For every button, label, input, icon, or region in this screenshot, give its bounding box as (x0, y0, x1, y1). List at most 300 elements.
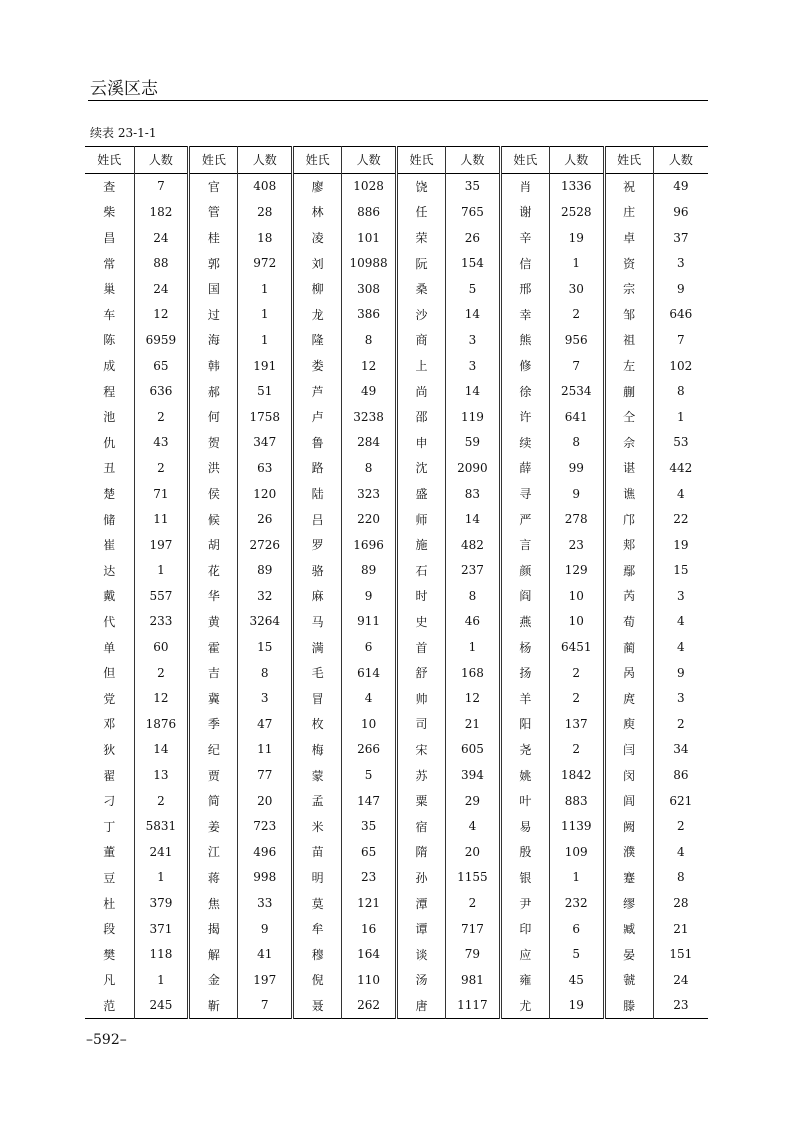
table-row (85, 711, 708, 737)
surname-cell: 饶 (396, 173, 445, 199)
surname-cell: 谭 (396, 916, 445, 942)
count-cell: 96 (653, 199, 708, 225)
count-cell: 35 (342, 813, 397, 839)
count-cell: 154 (446, 250, 501, 276)
surname-cell: 金 (189, 967, 238, 993)
count-cell: 605 (446, 737, 501, 763)
count-cell: 12 (342, 353, 397, 379)
surname-cell: 沈 (396, 455, 445, 481)
table-row (85, 813, 708, 839)
table-row (85, 532, 708, 558)
surname-cell: 谈 (396, 941, 445, 967)
header-surname: 姓氏 (604, 147, 653, 174)
count-cell: 18 (238, 225, 293, 251)
header-row (85, 147, 708, 174)
count-cell: 2 (134, 455, 189, 481)
surname-cell: 谢 (500, 199, 549, 225)
count-cell: 120 (238, 481, 293, 507)
surname-cell: 印 (500, 916, 549, 942)
surname-cell: 言 (500, 532, 549, 558)
table-row (85, 455, 708, 481)
count-cell: 883 (549, 788, 604, 814)
surname-cell: 戴 (103, 589, 116, 604)
table-row (85, 609, 708, 635)
table-row (85, 685, 708, 711)
surname-cell: 盛 (396, 481, 445, 507)
surname-cell: 扬 (500, 660, 549, 686)
surname-cell: 骆 (293, 558, 342, 584)
count-cell: 1 (238, 302, 293, 328)
surname-cell: 颜 (500, 558, 549, 584)
surname-cell: 蒋 (189, 865, 238, 891)
surname-cell: 叶 (500, 788, 549, 814)
surname-cell: 谌 (604, 455, 653, 481)
surname-cell: 米 (293, 813, 342, 839)
surname-cell: 桑 (396, 276, 445, 302)
count-cell: 47 (238, 711, 293, 737)
page-header-title: 云溪区志 (90, 79, 158, 99)
surname-cell: 帅 (396, 685, 445, 711)
count-cell: 77 (238, 762, 293, 788)
surname-cell: 蒙 (293, 762, 342, 788)
count-cell: 10 (549, 583, 604, 609)
surname-cell: 陆 (293, 481, 342, 507)
surname-cell: 商 (396, 327, 445, 353)
count-cell: 65 (134, 353, 189, 379)
count-cell: 6 (342, 634, 397, 660)
count-cell: 65 (342, 839, 397, 865)
surname-cell: 汤 (396, 967, 445, 993)
count-cell: 23 (549, 532, 604, 558)
surname-cell: 孙 (396, 865, 445, 891)
count-cell: 4 (653, 481, 708, 507)
count-cell: 347 (238, 430, 293, 456)
count-cell: 21 (446, 711, 501, 737)
surname-cell: 荀 (604, 609, 653, 635)
surname-cell: 范 (103, 998, 116, 1013)
count-cell: 43 (134, 430, 189, 456)
header-surname: 姓氏 (293, 147, 342, 174)
count-cell: 2 (134, 788, 189, 814)
surname-cell: 罗 (293, 532, 342, 558)
surname-cell: 段 (103, 922, 116, 937)
count-cell: 14 (134, 737, 189, 763)
count-cell: 394 (446, 762, 501, 788)
table-row (85, 327, 708, 353)
count-cell: 49 (653, 173, 708, 199)
surname-cell: 鲁 (293, 430, 342, 456)
count-cell: 11 (238, 737, 293, 763)
surname-cell: 龙 (293, 302, 342, 328)
count-cell: 63 (238, 455, 293, 481)
table-row (85, 199, 708, 225)
count-cell: 8 (653, 378, 708, 404)
count-cell: 9 (238, 916, 293, 942)
surname-cell: 卓 (604, 225, 653, 251)
surname-cell: 柳 (293, 276, 342, 302)
surname-cell: 霍 (189, 634, 238, 660)
count-cell: 1336 (549, 173, 604, 199)
count-cell: 442 (653, 455, 708, 481)
header-surname: 姓氏 (97, 153, 122, 168)
count-cell: 6959 (134, 327, 189, 353)
count-cell: 151 (653, 941, 708, 967)
count-cell: 1696 (342, 532, 397, 558)
count-cell: 2726 (238, 532, 293, 558)
surname-cell: 黄 (189, 609, 238, 635)
count-cell: 5 (446, 276, 501, 302)
surname-cell: 杨 (500, 634, 549, 660)
count-cell: 408 (238, 173, 293, 199)
count-cell: 911 (342, 609, 397, 635)
count-cell: 3264 (238, 609, 293, 635)
count-cell: 386 (342, 302, 397, 328)
surname-cell: 卢 (293, 404, 342, 430)
count-cell: 20 (446, 839, 501, 865)
surname-cell: 粟 (396, 788, 445, 814)
count-cell: 9 (549, 481, 604, 507)
surname-cell: 华 (189, 583, 238, 609)
count-cell: 14 (446, 302, 501, 328)
surname-cell: 庄 (604, 199, 653, 225)
surname-cell: 路 (293, 455, 342, 481)
surname-cell: 丁 (103, 819, 116, 834)
surname-cell: 揭 (189, 916, 238, 942)
count-cell: 32 (238, 583, 293, 609)
page-number: –592– (86, 1032, 127, 1048)
surname-cell: 易 (500, 813, 549, 839)
count-cell: 28 (653, 890, 708, 916)
count-cell: 8 (342, 455, 397, 481)
count-cell: 79 (446, 941, 501, 967)
count-cell: 13 (134, 762, 189, 788)
count-cell: 232 (549, 890, 604, 916)
count-cell: 11 (134, 506, 189, 532)
count-cell: 129 (549, 558, 604, 584)
surname-cell: 楚 (103, 487, 116, 502)
count-cell: 10988 (342, 250, 397, 276)
surname-cell: 荣 (396, 225, 445, 251)
count-cell: 51 (238, 378, 293, 404)
surname-cell: 宿 (396, 813, 445, 839)
surname-cell: 廖 (293, 173, 342, 199)
surname-cell: 梅 (293, 737, 342, 763)
count-cell: 14 (446, 378, 501, 404)
count-cell: 22 (653, 506, 708, 532)
count-cell: 723 (238, 813, 293, 839)
surname-cell: 代 (103, 614, 116, 629)
count-cell: 496 (238, 839, 293, 865)
surname-cell: 巢 (103, 282, 116, 297)
surname-cell: 尹 (500, 890, 549, 916)
surname-cell: 芦 (293, 378, 342, 404)
surname-cell: 续 (500, 430, 549, 456)
surname-cell: 首 (396, 634, 445, 660)
count-cell: 19 (549, 993, 604, 1019)
surname-cell: 昌 (103, 231, 116, 246)
count-cell: 24 (134, 225, 189, 251)
count-cell: 10 (342, 711, 397, 737)
surname-cell: 聂 (293, 993, 342, 1019)
count-cell: 110 (342, 967, 397, 993)
table-row (85, 839, 708, 865)
count-cell: 3 (446, 327, 501, 353)
surname-cell: 枚 (293, 711, 342, 737)
surname-cell: 谯 (604, 481, 653, 507)
header-surname: 姓氏 (189, 147, 238, 174)
surname-cell: 杜 (103, 896, 116, 911)
count-cell: 379 (134, 890, 189, 916)
surname-cell: 成 (103, 359, 116, 374)
count-cell: 8 (342, 327, 397, 353)
surname-cell: 凡 (103, 973, 116, 988)
count-cell: 2534 (549, 378, 604, 404)
surname-cell: 郏 (604, 532, 653, 558)
surname-cell: 缪 (604, 890, 653, 916)
surname-cell: 江 (189, 839, 238, 865)
count-cell: 262 (342, 993, 397, 1019)
count-cell: 6 (549, 916, 604, 942)
count-cell: 29 (446, 788, 501, 814)
header-surname: 姓氏 (396, 147, 445, 174)
count-cell: 197 (238, 967, 293, 993)
surname-cell: 虢 (604, 967, 653, 993)
surname-cell: 贾 (189, 762, 238, 788)
count-cell: 1028 (342, 173, 397, 199)
surname-cell: 豆 (103, 870, 116, 885)
count-cell: 2 (134, 404, 189, 430)
count-cell: 34 (653, 737, 708, 763)
count-cell: 60 (134, 634, 189, 660)
surname-cell: 倪 (293, 967, 342, 993)
surname-cell: 桂 (189, 225, 238, 251)
surname-cell: 候 (189, 506, 238, 532)
surname-cell: 潭 (396, 890, 445, 916)
surname-cell: 晏 (604, 941, 653, 967)
count-cell: 109 (549, 839, 604, 865)
surname-cell: 吕 (293, 506, 342, 532)
surname-cell: 舒 (396, 660, 445, 686)
count-cell: 717 (446, 916, 501, 942)
table-caption: 续表 23-1-1 (90, 126, 157, 140)
count-cell: 2 (549, 685, 604, 711)
table-header (85, 147, 708, 174)
count-cell: 7 (653, 327, 708, 353)
surname-cell: 蹇 (604, 865, 653, 891)
header-surname: 姓氏 (500, 147, 549, 174)
count-cell: 21 (653, 916, 708, 942)
surname-cell: 滕 (604, 993, 653, 1019)
surname-cell: 吉 (189, 660, 238, 686)
count-cell: 2 (653, 711, 708, 737)
table-row (85, 506, 708, 532)
surname-cell: 胡 (189, 532, 238, 558)
surname-cell: 柴 (103, 205, 116, 220)
table-row (85, 890, 708, 916)
surname-cell: 池 (103, 410, 116, 425)
surname-cell: 达 (103, 563, 116, 578)
count-cell: 15 (238, 634, 293, 660)
count-cell: 245 (134, 993, 189, 1019)
count-cell: 1139 (549, 813, 604, 839)
count-cell: 8 (549, 430, 604, 456)
count-cell: 164 (342, 941, 397, 967)
surname-cell: 阎 (500, 583, 549, 609)
count-cell: 1 (549, 250, 604, 276)
surname-cell: 程 (103, 384, 116, 399)
count-cell: 20 (238, 788, 293, 814)
surname-cell: 狄 (103, 742, 116, 757)
count-cell: 4 (653, 634, 708, 660)
surname-cell: 时 (396, 583, 445, 609)
count-cell: 2 (549, 302, 604, 328)
table-row (85, 302, 708, 328)
surname-cell: 唐 (396, 993, 445, 1019)
surname-cell: 翟 (103, 768, 116, 783)
count-cell: 9 (342, 583, 397, 609)
count-cell: 5 (342, 762, 397, 788)
count-cell: 323 (342, 481, 397, 507)
surname-table (85, 146, 708, 1019)
count-cell: 118 (134, 941, 189, 967)
count-cell: 371 (134, 916, 189, 942)
count-cell: 2528 (549, 199, 604, 225)
surname-cell: 苏 (396, 762, 445, 788)
surname-cell: 庹 (604, 685, 653, 711)
count-cell: 278 (549, 506, 604, 532)
count-cell: 28 (238, 199, 293, 225)
surname-cell: 申 (396, 430, 445, 456)
count-cell: 2090 (446, 455, 501, 481)
surname-cell: 刘 (293, 250, 342, 276)
count-cell: 102 (653, 353, 708, 379)
surname-cell: 雍 (500, 967, 549, 993)
count-cell: 9 (653, 276, 708, 302)
surname-cell: 焦 (189, 890, 238, 916)
count-cell: 557 (134, 583, 189, 609)
surname-cell: 闾 (604, 788, 653, 814)
surname-cell: 樊 (103, 947, 116, 962)
surname-cell: 党 (103, 691, 116, 706)
count-cell: 621 (653, 788, 708, 814)
surname-cell: 麻 (293, 583, 342, 609)
surname-cell: 燕 (500, 609, 549, 635)
table-row (85, 916, 708, 942)
count-cell: 1876 (134, 711, 189, 737)
surname-cell: 薛 (500, 455, 549, 481)
count-cell: 956 (549, 327, 604, 353)
count-cell: 2 (549, 660, 604, 686)
surname-cell: 阙 (604, 813, 653, 839)
surname-cell: 冀 (189, 685, 238, 711)
surname-cell: 鄢 (604, 558, 653, 584)
surname-cell: 尚 (396, 378, 445, 404)
surname-cell: 毛 (293, 660, 342, 686)
count-cell: 1 (238, 276, 293, 302)
count-cell: 2 (446, 890, 501, 916)
surname-cell: 史 (396, 609, 445, 635)
table-row (85, 967, 708, 993)
surname-cell: 闵 (604, 762, 653, 788)
surname-cell: 上 (396, 353, 445, 379)
count-cell: 1842 (549, 762, 604, 788)
count-cell: 646 (653, 302, 708, 328)
table-row (85, 762, 708, 788)
count-cell: 241 (134, 839, 189, 865)
surname-cell: 左 (604, 353, 653, 379)
count-cell: 1758 (238, 404, 293, 430)
surname-cell: 林 (293, 199, 342, 225)
table-row (85, 378, 708, 404)
header-count: 人数 (446, 147, 501, 174)
surname-cell: 纪 (189, 737, 238, 763)
count-cell: 24 (134, 276, 189, 302)
count-cell: 8 (446, 583, 501, 609)
count-cell: 308 (342, 276, 397, 302)
surname-cell: 何 (189, 404, 238, 430)
count-cell: 3 (653, 685, 708, 711)
surname-cell: 闫 (604, 737, 653, 763)
surname-cell: 花 (189, 558, 238, 584)
count-cell: 168 (446, 660, 501, 686)
count-cell: 83 (446, 481, 501, 507)
count-cell: 886 (342, 199, 397, 225)
count-cell: 35 (446, 173, 501, 199)
count-cell: 284 (342, 430, 397, 456)
count-cell: 1117 (446, 993, 501, 1019)
surname-cell: 崔 (103, 538, 116, 553)
count-cell: 12 (446, 685, 501, 711)
surname-cell: 简 (189, 788, 238, 814)
surname-cell: 蒯 (604, 378, 653, 404)
surname-cell: 祝 (604, 173, 653, 199)
count-cell: 147 (342, 788, 397, 814)
surname-cell: 沙 (396, 302, 445, 328)
surname-cell: 师 (396, 506, 445, 532)
count-cell: 4 (446, 813, 501, 839)
surname-cell: 郝 (189, 378, 238, 404)
count-cell: 1 (134, 558, 189, 584)
surname-cell: 幸 (500, 302, 549, 328)
header-count: 人数 (134, 147, 189, 174)
count-cell: 137 (549, 711, 604, 737)
table-row (85, 481, 708, 507)
surname-cell: 满 (293, 634, 342, 660)
count-cell: 41 (238, 941, 293, 967)
surname-cell: 濮 (604, 839, 653, 865)
count-cell: 12 (134, 302, 189, 328)
count-cell: 19 (549, 225, 604, 251)
count-cell: 197 (134, 532, 189, 558)
surname-cell: 宗 (604, 276, 653, 302)
surname-cell: 姚 (500, 762, 549, 788)
count-cell: 765 (446, 199, 501, 225)
surname-cell: 姜 (189, 813, 238, 839)
count-cell: 7 (549, 353, 604, 379)
count-cell: 482 (446, 532, 501, 558)
surname-cell: 羊 (500, 685, 549, 711)
surname-cell: 佘 (604, 430, 653, 456)
surname-cell: 刁 (103, 794, 116, 809)
count-cell: 26 (446, 225, 501, 251)
table-row (85, 404, 708, 430)
surname-cell: 明 (293, 865, 342, 891)
surname-cell: 车 (103, 307, 116, 322)
count-cell: 6451 (549, 634, 604, 660)
surname-cell: 严 (500, 506, 549, 532)
count-cell: 1 (549, 865, 604, 891)
surname-cell: 熊 (500, 327, 549, 353)
